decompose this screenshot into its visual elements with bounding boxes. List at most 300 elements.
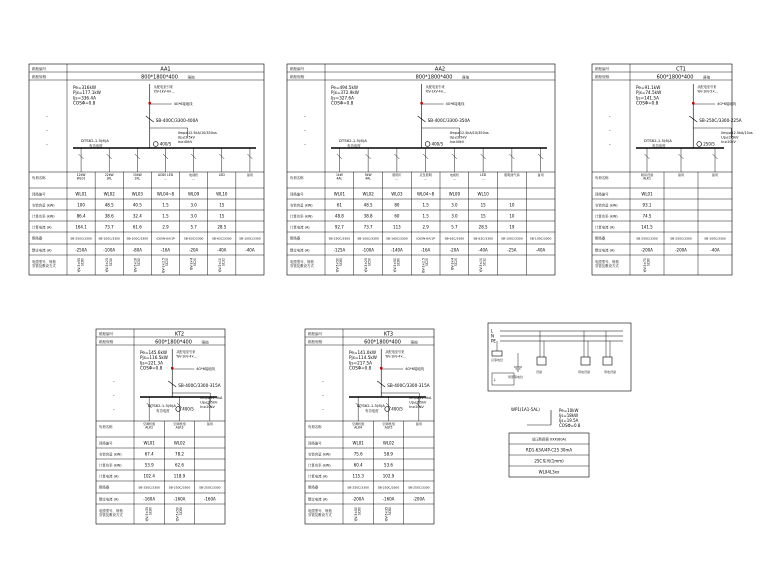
- cable-note: 从配电室引来: [176, 350, 196, 354]
- table-cell: 80: [394, 202, 400, 208]
- cable-spec-line: YJV-5×50: [392, 258, 397, 273]
- table-cell: SB-100C/3300: [239, 236, 261, 241]
- circuit-label: 备用: [415, 422, 422, 426]
- load-param: Pjs=177.1kW: [73, 90, 101, 96]
- circuit-label: [480, 173, 487, 181]
- cable-note: 从配电室引来: [385, 350, 405, 354]
- table-cell: SB-63C/3300: [211, 236, 232, 241]
- circuit-label-line: AC80 LED: [157, 173, 174, 177]
- main-switch-label: SB-400C/3300-315A: [178, 383, 221, 388]
- circuit-label: [105, 173, 114, 181]
- table-cell: 102.9: [382, 473, 395, 479]
- circuit-label-line: …: [481, 176, 485, 181]
- ct-symbol: [385, 407, 390, 412]
- load-param: Ijs=327.6A: [331, 95, 354, 101]
- load-param: Ijs=336.4A: [73, 95, 96, 101]
- table-cell: SB-63C/3300: [444, 236, 465, 241]
- row-label: 回路编号: [32, 192, 46, 197]
- panel-size: 800*1800*400: [141, 74, 178, 81]
- table-cell: 102.4: [143, 473, 155, 479]
- circuit-label-line: 5kW: [364, 173, 372, 177]
- table-cell: 15: [480, 202, 486, 208]
- circuit-label-line: ALK1: [643, 176, 651, 181]
- row-label: 负荷名称: [32, 176, 46, 180]
- circuit-label: [352, 421, 365, 430]
- circuit-label: [143, 421, 156, 430]
- panel-frame: [592, 64, 732, 275]
- branch-param: COSΦ=0.8: [559, 423, 581, 428]
- row-label: 安装容量 (kW): [290, 203, 313, 208]
- energy-meter: DTS62-1.5(6)A: [357, 403, 385, 408]
- table-cell: -250A: [75, 247, 87, 253]
- row-label: 断路器: [99, 485, 110, 490]
- table-cell: 2.9: [422, 224, 429, 230]
- table-cell: 53.6: [384, 462, 393, 468]
- circuit-label: LED: [218, 173, 225, 177]
- load-param: Pjs=114.5kW: [349, 355, 377, 361]
- spd-spec: In≥20kV: [409, 404, 424, 409]
- cable-spec-line: YJV-5×50: [335, 258, 340, 273]
- row-label: 回路编号: [308, 441, 322, 446]
- header-label-size: 箱柜规格: [290, 75, 305, 79]
- label-column-mark: ·: [322, 379, 324, 386]
- table-cell: SB-250C/3300: [408, 485, 430, 490]
- panel-name: CT1: [676, 66, 686, 73]
- circuit-label-line: 1kW: [335, 173, 343, 177]
- table-cell: -40A: [710, 247, 720, 253]
- row-label: 计算功率 (kW): [290, 214, 313, 219]
- row-label-line: 电缆型号、规格: [290, 260, 314, 264]
- row-label: 整定电流 (A): [308, 497, 328, 502]
- spd-spec: In≥40kV: [177, 139, 193, 144]
- panel-name: AA1: [160, 66, 171, 73]
- header-label-size: 箱柜规格: [32, 75, 47, 79]
- energy-meter: DTS62-1.5(6)A: [81, 138, 109, 143]
- table-cell: 48.5: [363, 202, 373, 208]
- energy-meter-sub: 有功电度: [365, 409, 379, 413]
- earth-lead-label: 4G*6接地线: [405, 367, 425, 371]
- circuit-label-line: LED: [480, 173, 487, 177]
- row-label: 计算功率 (kW): [99, 463, 122, 468]
- table-cell: SB-63C/3300: [473, 236, 493, 241]
- circuit-label-line: …: [192, 176, 196, 181]
- table-cell: WL01: [333, 191, 346, 197]
- row-label: 断路器: [290, 236, 301, 241]
- row-label: 计算电流 (A): [595, 225, 615, 230]
- table-cell: -140A: [390, 247, 403, 253]
- spd-spec: Up≤2.5kV: [177, 135, 195, 140]
- table-cell: 60.4: [353, 462, 363, 468]
- panel-size: 800*1800*400: [415, 74, 453, 81]
- table-cell: -200A: [641, 247, 653, 253]
- cable-spec-line: YJV-5×25: [105, 258, 110, 273]
- panel-kt3: [305, 329, 434, 524]
- table-cell: 3.0: [190, 202, 197, 208]
- ct-symbol: [153, 142, 158, 147]
- table-cell: WL02: [173, 440, 186, 446]
- circuit-label: [158, 173, 174, 181]
- circuit-label-line: 空调机组: [173, 422, 186, 426]
- row-label: 整定电流 (A): [99, 497, 119, 502]
- cable-spec: [145, 507, 153, 521]
- row-label: 整定电流 (A): [290, 248, 310, 253]
- table-cell: -125A: [333, 247, 346, 253]
- cable-spec: [77, 258, 85, 272]
- branch-param: Ijs=19.5A: [559, 418, 579, 423]
- legend-note: L: [494, 378, 496, 382]
- table-cell: WL04~8: [156, 191, 175, 197]
- cable-spec-line: SC50: [108, 258, 113, 267]
- table-cell: -200A: [675, 247, 687, 253]
- cable-spec-line: SC80: [646, 258, 651, 267]
- header-label-no: 箱柜编号: [99, 332, 114, 336]
- label-column-mark: ·: [304, 128, 306, 135]
- load-param: Ijs=221.3A: [140, 360, 163, 366]
- cable-spec-line: SC50: [367, 258, 372, 267]
- row-label-line: 电缆型号、规格: [308, 509, 332, 513]
- row-label: 安装容量 (kW): [595, 203, 618, 208]
- table-cell: -160A: [143, 496, 156, 502]
- table-cell: -16A: [420, 247, 431, 253]
- table-cell: -160A: [173, 496, 186, 502]
- cable-spec: [105, 258, 113, 272]
- circuit-label: [365, 173, 372, 181]
- load-param: Ijs=141.5A: [636, 95, 659, 101]
- row-label-line: 电缆型号、规格: [99, 509, 123, 513]
- row-label-line: 穿管及敷设方式: [595, 263, 619, 268]
- circuit-label-line: ALK3: [175, 425, 184, 430]
- cable-spec-line: BV-3×2.5: [161, 258, 166, 273]
- load-param: Pe=145.6kW: [140, 350, 168, 355]
- row-label: 断路器: [595, 236, 606, 241]
- table-cell: -16A: [160, 247, 171, 253]
- branch-param: Pe=10kW: [559, 408, 579, 413]
- panel-size: 600*1800*400: [656, 74, 694, 81]
- circuit-label-line: 空调机组: [351, 422, 365, 426]
- table-cell: -40A: [478, 247, 488, 253]
- branch-param: Ijs=18kW: [559, 413, 579, 418]
- circuit-label-line: 电视机: [449, 173, 460, 177]
- table-cell: WL09: [448, 191, 461, 197]
- table-cell: 10: [509, 213, 515, 219]
- circuit-label-line: 照明灯: [392, 173, 402, 177]
- table-cell: 100: [77, 202, 85, 208]
- header-label-size: 箱柜规格: [99, 340, 114, 344]
- energy-meter: DTS62-1.5(6)A: [339, 138, 367, 143]
- cable-spec: [450, 258, 458, 270]
- header-label-size: 箱柜规格: [308, 340, 323, 344]
- table-cell: 67.4: [144, 451, 154, 457]
- cable-spec: [162, 258, 170, 273]
- row-label: 计算电流 (A): [32, 225, 52, 230]
- circuit-label-line: 1KL: [106, 176, 113, 181]
- cable-spec-line: YJV-5×70: [643, 258, 647, 273]
- cable-spec: [335, 258, 343, 272]
- incoming-cable: YJV-1kV-4×...: [385, 354, 407, 359]
- table-cell: WL04~8: [417, 191, 435, 197]
- table-cell: 61: [336, 202, 342, 208]
- cable-spec-line: SC80: [179, 507, 184, 516]
- table-cell: 60: [394, 213, 400, 219]
- table-cell: SB-250C/3300: [636, 236, 658, 241]
- label-column-mark: ·: [113, 379, 115, 386]
- load-param: Pjs=372.9kW: [331, 90, 359, 96]
- table-cell: 53.9: [144, 462, 154, 468]
- row-label: 计算电流 (A): [99, 474, 119, 479]
- table-cell: -40A: [245, 247, 255, 253]
- main-switch-label: SB-400C/3300-315A: [387, 383, 430, 388]
- cable-spec-line: SC80: [148, 507, 153, 516]
- cable-spec: [218, 258, 226, 272]
- cable-spec-line: YJV-5×50: [175, 507, 180, 522]
- incoming-cable: YJV-1kV-4×...: [153, 89, 175, 94]
- row-label-line: 电缆型号、规格: [595, 260, 619, 264]
- circuit-label-line: …: [452, 176, 456, 181]
- cable-spec-line: BV-3×4: [450, 258, 455, 270]
- circuit-label-line: ALK4: [354, 425, 363, 430]
- table-cell: iC65N-6A/1P: [156, 236, 175, 241]
- circuit-label: 备用: [711, 173, 719, 177]
- load-param: Pjs=74.5kW: [636, 90, 662, 96]
- cable-spec-line: SC80: [396, 258, 401, 267]
- circuit-label-line: …: [395, 176, 399, 181]
- row-label-line: 穿管及敷设方式: [99, 512, 123, 517]
- circuit-label-line: 电视机: [189, 173, 199, 177]
- table-cell: SB-100C/3300: [529, 236, 552, 241]
- panel-frame: [29, 64, 264, 275]
- row-label: [308, 508, 332, 517]
- table-cell: 1.5: [422, 213, 429, 219]
- panel-size: 600*1800*400: [155, 339, 192, 346]
- earthing-label: 用电设备: [578, 370, 591, 374]
- energy-meter: DTS62-1.5(6)A: [644, 138, 672, 143]
- row-label: 回路编号: [595, 192, 609, 197]
- load-param: Pe=91.1kW: [636, 85, 661, 90]
- table-cell: SB-250C/3300: [168, 485, 191, 490]
- load-param: COSΦ=0.8: [73, 100, 96, 106]
- circuit-label-line: 22kW: [104, 173, 114, 177]
- circuit-label-line: 空调机组: [142, 422, 156, 426]
- ct-symbol: [425, 142, 430, 147]
- row-label: 负荷名称: [290, 176, 304, 180]
- cable-spec-line: SC80: [388, 507, 393, 516]
- row-label: [595, 259, 619, 268]
- table-cell: 75.6: [353, 451, 363, 457]
- table-cell: -160A: [203, 496, 216, 502]
- row-label: 负荷名称: [308, 425, 322, 429]
- panel-aa1: [29, 64, 264, 275]
- row-label: 计算电流 (A): [308, 474, 328, 479]
- table-cell: 74.5: [642, 213, 652, 219]
- table-cell: -25A: [507, 247, 517, 253]
- table-cell: SB-250C/3300: [377, 485, 400, 490]
- table-cell: 28.5: [478, 224, 488, 230]
- table-cell: SB-100C/3300: [501, 236, 523, 241]
- table-cell: 15: [480, 213, 486, 219]
- row-label: 断路器: [32, 236, 43, 241]
- table-cell: -20A: [449, 247, 460, 253]
- table-cell: SB-250C/3300: [347, 485, 369, 490]
- earthing-label: 局部等电位: [508, 375, 524, 379]
- table-cell: -200A: [412, 496, 425, 502]
- table-cell: WL01: [641, 191, 653, 197]
- energy-meter-sub: 有功电度: [89, 144, 103, 148]
- label-column-mark: ·: [322, 393, 324, 400]
- earth-lead-label: 4G*6接地线: [717, 102, 737, 106]
- circuit-label: [450, 172, 459, 181]
- spd-spec: Iimp≥12.5kA/10us: [721, 131, 753, 135]
- table-cell: 2.9: [162, 224, 169, 230]
- table-cell: -160A: [382, 496, 395, 502]
- table-cell: WL10: [216, 191, 228, 197]
- table-cell: iC65N-6A/1P: [416, 236, 436, 241]
- panel-frame: [287, 64, 555, 275]
- circuit-label: 照明排气扇: [504, 173, 520, 177]
- incoming-cable: YJV-1kV-5×...: [697, 89, 719, 94]
- table-cell: -40A: [535, 247, 546, 253]
- table-cell: 1.5: [162, 202, 169, 208]
- load-param: COSΦ=0.8: [331, 100, 354, 106]
- circuit-label-line: ALK2: [145, 425, 154, 430]
- energy-meter-sub: 有功电度: [156, 409, 170, 413]
- circuit-label-line: 1KL: [134, 176, 141, 181]
- row-label-line: 穿管及敷设方式: [290, 263, 314, 268]
- table-cell: SB-250C/3300: [138, 485, 160, 490]
- label-column-mark: ·: [46, 142, 48, 149]
- panel-size-suffix: 落地: [703, 75, 711, 80]
- cable-spec: [190, 258, 198, 270]
- header-label-no: 箱柜编号: [32, 67, 47, 71]
- table-cell: SB-100C/3300: [98, 236, 120, 241]
- table-cell: 38.8: [363, 213, 373, 219]
- ct-ratio: 250/5: [703, 141, 715, 147]
- load-param: Pe=141.0kW: [349, 350, 377, 355]
- spd-spec: Up≤2.5kV: [721, 135, 739, 140]
- table-cell: 118.9: [173, 473, 186, 479]
- ct-ratio: 400/5: [431, 141, 444, 147]
- ct-ratio: 400/5: [391, 406, 403, 412]
- cable-spec-line: SC50: [136, 258, 141, 267]
- table-cell: 62.6: [175, 462, 184, 468]
- circuit-label-line: 12kW: [76, 173, 86, 177]
- circuit-label-line: 厨房设备: [640, 173, 654, 177]
- table-cell: -80A: [132, 247, 142, 253]
- table-cell: 58.9: [384, 451, 393, 457]
- panel-size-suffix: 落地: [187, 75, 195, 80]
- circuit-label: [133, 173, 142, 181]
- header-label-no: 箱柜编号: [290, 67, 305, 71]
- cable-note: 从配电室引来: [697, 85, 717, 89]
- spd-spec: In≥20kV: [721, 139, 736, 144]
- equipment-block: [581, 357, 590, 365]
- table-cell: 78.2: [175, 451, 184, 457]
- label-column-mark: ·: [113, 407, 115, 414]
- equipment-block: [603, 357, 612, 365]
- row-label: 安装容量 (kW): [308, 452, 331, 457]
- load-param: Pe=494.5kW: [331, 85, 359, 90]
- row-label-line: 穿管及敷设方式: [308, 512, 332, 517]
- cable-spec-line: BV-3×4: [189, 258, 194, 270]
- table-cell: WL02: [362, 191, 374, 197]
- table-cell: 141.5: [641, 224, 653, 230]
- cable-note: 从配电室引来: [153, 85, 173, 89]
- table-cell: WL01: [75, 191, 87, 197]
- row-label: 计算功率 (kW): [595, 214, 618, 219]
- table-cell: -100A: [103, 247, 116, 253]
- panel-size-suffix: 落地: [201, 340, 209, 345]
- circuit-label-line: 4AL: [336, 176, 343, 181]
- incoming-cable: YJV-1kV-4×...: [425, 89, 447, 94]
- cable-spec-line: SC20: [193, 258, 198, 267]
- row-label: 整定电流 (A): [595, 248, 615, 253]
- conductor-label: L: [491, 328, 494, 334]
- circuit-label-line: WL01: [76, 176, 86, 181]
- panel-ct1: [592, 64, 753, 275]
- table-cell: 5.7: [190, 224, 197, 230]
- load-param: Ijs=217.5A: [349, 360, 372, 366]
- equipment-block: [537, 357, 546, 365]
- table-cell: SB-250C/3300: [199, 485, 221, 490]
- table-cell: 3.0: [451, 213, 458, 219]
- cable-spec: [354, 507, 362, 521]
- table-cell: 3.0: [451, 202, 458, 208]
- row-label-line: 电缆型号、规格: [32, 260, 56, 264]
- table-cell: WL10: [477, 191, 489, 197]
- branch-row: RD1-63A/4P-C25 30mA: [525, 447, 573, 453]
- table-cell: SB-250C/3300: [328, 236, 351, 241]
- row-label: [32, 259, 56, 268]
- circuit-label: [641, 172, 654, 181]
- table-cell: -40A: [217, 247, 227, 253]
- spd-spec: In≥40kV: [449, 139, 465, 144]
- table-cell: SB-100C/3300: [357, 236, 379, 241]
- label-column-mark: ·: [304, 142, 306, 149]
- cable-spec-line: BV-3×2.5: [421, 258, 426, 273]
- row-label-line: 穿管及敷设方式: [32, 263, 56, 268]
- table-cell: -100A: [362, 247, 375, 253]
- label-column-mark: ·: [609, 128, 611, 135]
- spd-spec: Up≤2.5kV: [449, 135, 467, 140]
- header-label-no: 箱柜编号: [308, 332, 323, 336]
- main-switch-label: SB-250C/3300-225A: [699, 118, 742, 123]
- circuit-label: 备用: [677, 173, 685, 177]
- energy-meter-sub: 有功电度: [652, 144, 666, 148]
- table-cell: 1.5: [162, 213, 169, 219]
- table-cell: 73.7: [104, 224, 114, 230]
- spd-spec: Up≤2.5kV: [409, 400, 427, 405]
- main-equipotential-box: [492, 351, 502, 356]
- cable-spec-line: YJV-5×10: [217, 258, 222, 273]
- conductor-label: PE: [491, 338, 496, 344]
- cable-spec: [422, 258, 430, 273]
- circuit-label: 备用: [537, 173, 544, 177]
- earthing-detail: [488, 323, 631, 391]
- cable-spec: [133, 258, 141, 272]
- panel-name: AA2: [434, 66, 446, 73]
- conductor-label: N: [491, 333, 494, 339]
- cable-spec-line: YJV-5×10: [479, 258, 484, 273]
- table-cell: WL01: [352, 440, 364, 446]
- branch-circuit-box: [509, 407, 589, 477]
- load-param: Pe=316kW: [73, 85, 97, 90]
- ct-symbol: [697, 142, 702, 147]
- table-cell: WL03: [391, 191, 403, 197]
- row-label: 回路编号: [290, 192, 304, 197]
- branch-input: WP1(1A1-5AL): [511, 407, 540, 412]
- cable-spec-line: YJV-5×16: [133, 258, 138, 273]
- circuit-label: [173, 421, 186, 430]
- circuit-label: [382, 421, 395, 430]
